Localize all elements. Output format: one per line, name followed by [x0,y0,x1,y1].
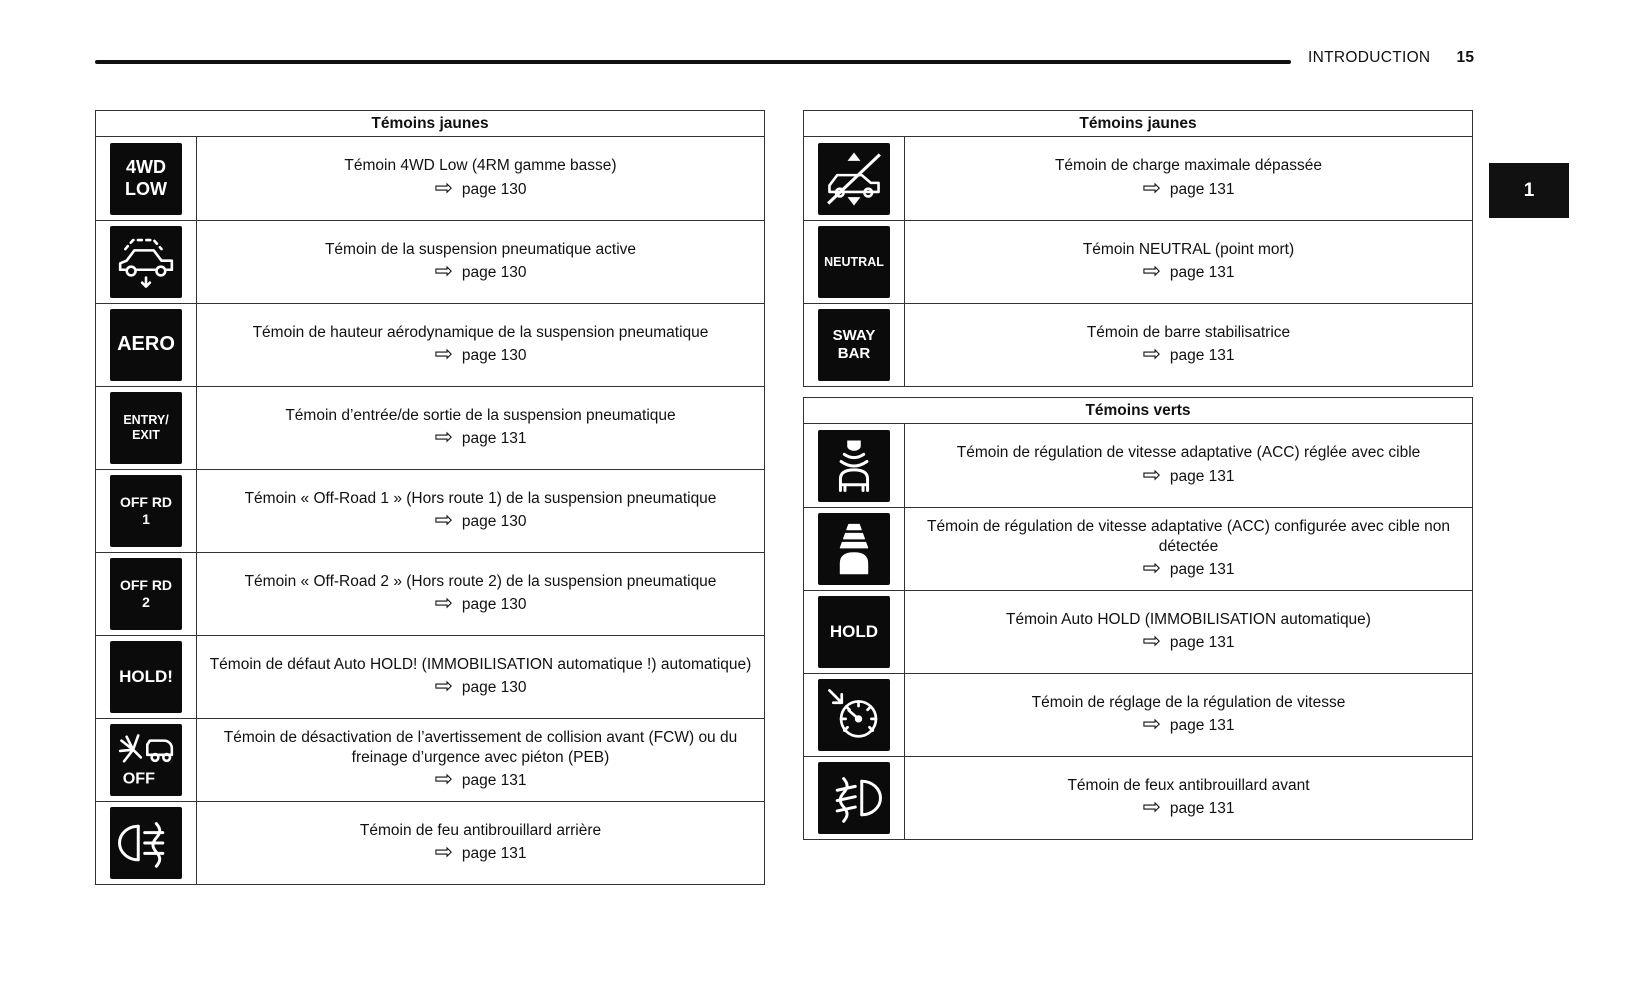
indicator-row [96,137,764,220]
icon-text-line: 2 [142,594,150,610]
page-number-label: page 131 [1169,467,1235,485]
icon-text-line: 1 [142,511,150,527]
icon-cell [96,221,197,303]
description-cell [197,636,764,718]
indicator-row [804,673,1472,756]
icon-cell [96,719,197,801]
indicator-description: Témoin « Off-Road 1 » (Hors route 1) de la suspension pneumatique [244,489,717,507]
indicator-description: Témoin de la suspension pneumatique active [324,240,637,258]
page-reference [434,508,527,534]
indicator-description: Témoin de feux antibrouillard avant [1067,776,1310,794]
aero-indicator-icon [110,309,182,381]
description-cell [905,757,1472,839]
neutral-indicator-icon [818,226,890,298]
indicator-row [804,220,1472,303]
front-fog-light-indicator-icon [818,762,890,834]
page-reference [1142,712,1235,738]
arrow-icon: ⇨ [434,674,453,700]
icon-cell [96,802,197,884]
arrow-icon: ⇨ [434,175,453,201]
page-number-label: page 131 [1169,264,1235,282]
icon-cell [804,137,905,220]
indicator-row [96,552,764,635]
icon-text-line: OFF RD [119,577,173,594]
icon-text-line: OFF RD [119,494,173,511]
indicator-row [804,303,1472,386]
description-cell [905,304,1472,386]
air-suspension-active-indicator-icon [115,231,177,293]
indicator-description: Témoin Auto HOLD (IMMOBILISATION automatique) [1006,610,1371,628]
page-reference [1142,556,1235,582]
icon-text-line: BAR [837,345,871,362]
icon-text-line: LOW [125,178,167,199]
indicator-row [96,220,764,303]
indicator-table-yellow-left [95,110,765,885]
cruise-control-set-indicator-icon [818,679,890,751]
fcw-peb-off-indicator-icon [115,729,177,791]
header-section-title: INTRODUCTION [1308,49,1431,66]
page-number-label: page 131 [461,845,527,863]
page-number-label: page 131 [1169,180,1235,198]
icon-text-line: ENTRY/ [123,413,169,428]
indicator-description: Témoin NEUTRAL (point mort) [1082,240,1295,258]
indicator-table-green [803,397,1473,840]
indicator-row [96,635,764,718]
indicator-row [96,469,764,552]
page-reference [1142,259,1235,285]
page-number-label: page 130 [461,596,527,614]
icon-cell [96,387,197,469]
description-cell [197,304,764,386]
description-cell [905,591,1472,673]
acc-set-with-target-indicator-icon [818,430,890,502]
description-cell [197,553,764,635]
arrow-icon: ⇨ [1142,795,1161,821]
description-cell [197,470,764,552]
page-reference [434,259,527,285]
indicator-description: Témoin d’entrée/de sortie de la suspension pneumatique [285,406,676,424]
indicator-description: Témoin de régulation de vitesse adaptative (ACC) configurée avec cible non détectée [927,517,1450,555]
cruise-control-set-indicator-icon [823,684,885,746]
page-reference [1142,795,1235,821]
acc-set-with-target-indicator-icon [823,435,885,497]
indicator-row [804,590,1472,673]
arrow-icon: ⇨ [1142,629,1161,655]
page-reference [434,591,527,617]
indicator-row [96,386,764,469]
table-title: Témoins jaunes [804,111,1472,137]
arrow-icon: ⇨ [1142,556,1161,582]
arrow-icon: ⇨ [1142,712,1161,738]
arrow-icon: ⇨ [434,425,453,451]
page-number-label: page 131 [1169,800,1235,818]
indicator-description: Témoin de feu antibrouillard arrière [359,821,602,839]
icon-text-line: AERO [117,333,175,356]
indicator-description: Témoin de barre stabilisatrice [1086,323,1291,341]
icon-cell [96,137,197,220]
icon-cell [804,591,905,673]
rear-fog-light-indicator-icon [110,807,182,879]
icon-cell [804,757,905,839]
page-reference [1142,342,1235,368]
icon-cell [804,221,905,303]
icon-text-line: 4WD [126,157,166,178]
rear-fog-light-indicator-icon [115,812,177,874]
indicator-row [804,137,1472,220]
description-cell [197,221,764,303]
max-load-exceeded-indicator-icon [823,148,885,210]
4wd-low-indicator-icon [110,143,182,215]
icon-cell [96,636,197,718]
page-number-label: page 130 [461,264,527,282]
icon-cell [96,304,197,386]
arrow-icon: ⇨ [1142,259,1161,285]
indicator-row [804,756,1472,839]
indicator-description: Témoin de régulation de vitesse adaptative (ACC) réglée avec cible [956,444,1421,462]
page-number-label: page 130 [461,513,527,531]
icon-cell [804,508,905,590]
page-reference [434,674,527,700]
off-road-1-indicator-icon [110,475,182,547]
description-cell [905,508,1472,590]
page-number-label: page 131 [461,772,527,790]
indicator-row [804,424,1472,507]
indicator-row [96,718,764,801]
page-reference [434,767,527,793]
indicator-table-yellow-right [803,110,1473,387]
arrow-icon: ⇨ [434,591,453,617]
icon-text-line: HOLD! [119,666,173,686]
page-reference [434,840,527,866]
front-fog-light-indicator-icon [823,767,885,829]
header-rule [95,60,1291,64]
fcw-peb-off-indicator-icon [110,724,182,796]
arrow-icon: ⇨ [1142,175,1161,201]
acc-set-no-target-indicator-icon [823,518,885,580]
indicator-row [96,303,764,386]
icon-text-line: HOLD [829,621,879,641]
page-reference [1142,175,1235,201]
page-reference [1142,629,1235,655]
page-number-label: page 130 [461,180,527,198]
description-cell [197,387,764,469]
indicator-description: Témoin de réglage de la régulation de vitesse [1031,693,1346,711]
arrow-icon: ⇨ [1142,342,1161,368]
arrow-icon: ⇨ [434,259,453,285]
air-suspension-active-indicator-icon [110,226,182,298]
description-cell [905,674,1472,756]
indicator-description: Témoin de charge maximale dépassée [1054,157,1323,175]
description-cell [197,719,764,801]
max-load-exceeded-indicator-icon [818,143,890,215]
acc-set-no-target-indicator-icon [818,513,890,585]
description-cell [197,802,764,884]
icon-cell [96,553,197,635]
table-title: Témoins jaunes [96,111,764,137]
off-road-2-indicator-icon [110,558,182,630]
icon-cell [96,470,197,552]
page-reference [1142,462,1235,488]
arrow-icon: ⇨ [1142,462,1161,488]
icon-text-line: NEUTRAL [824,254,884,269]
indicator-description: Témoin « Off-Road 2 » (Hors route 2) de la suspension pneumatique [244,572,717,590]
auto-hold-fault-indicator-icon [110,641,182,713]
page-number-label: page 131 [1169,634,1235,652]
arrow-icon: ⇨ [434,342,453,368]
icon-text-line: EXIT [132,428,160,442]
page-reference [434,425,527,451]
arrow-icon: ⇨ [434,840,453,866]
page-number-label: page 131 [1169,347,1235,365]
indicator-description: Témoin de désactivation de l’avertissement de collision avant (FCW) ou du freinage d’urgence avec piéton (PEB) [223,728,738,766]
description-cell [905,424,1472,507]
page-number-label: page 131 [1169,717,1235,735]
chapter-tab: 1 [1489,163,1569,218]
indicator-description: Témoin 4WD Low (4RM gamme basse) [344,157,617,175]
description-cell [905,137,1472,220]
arrow-icon: ⇨ [434,767,453,793]
indicator-row [804,507,1472,590]
icon-cell [804,304,905,386]
page-number-label: page 130 [461,347,527,365]
page-reference [434,342,527,368]
page-number-label: page 131 [461,430,527,448]
sway-bar-indicator-icon [818,309,890,381]
arrow-icon: ⇨ [434,508,453,534]
indicator-row [96,801,764,884]
page-number-label: page 130 [461,679,527,697]
page-reference [434,175,527,201]
icon-cell [804,424,905,507]
table-title: Témoins verts [804,398,1472,424]
page-header [1308,49,1538,67]
icon-text-line: SWAY [832,327,876,345]
description-cell [197,137,764,220]
entry-exit-indicator-icon [110,392,182,464]
header-page-number: 15 [1456,49,1475,66]
indicator-description: Témoin de défaut Auto HOLD! (IMMOBILISATION automatique !) automatique) [209,655,752,673]
icon-cell [804,674,905,756]
description-cell [905,221,1472,303]
indicator-description: Témoin de hauteur aérodynamique de la suspension pneumatique [252,323,709,341]
auto-hold-indicator-icon [818,596,890,668]
page-number-label: page 131 [1169,561,1235,579]
